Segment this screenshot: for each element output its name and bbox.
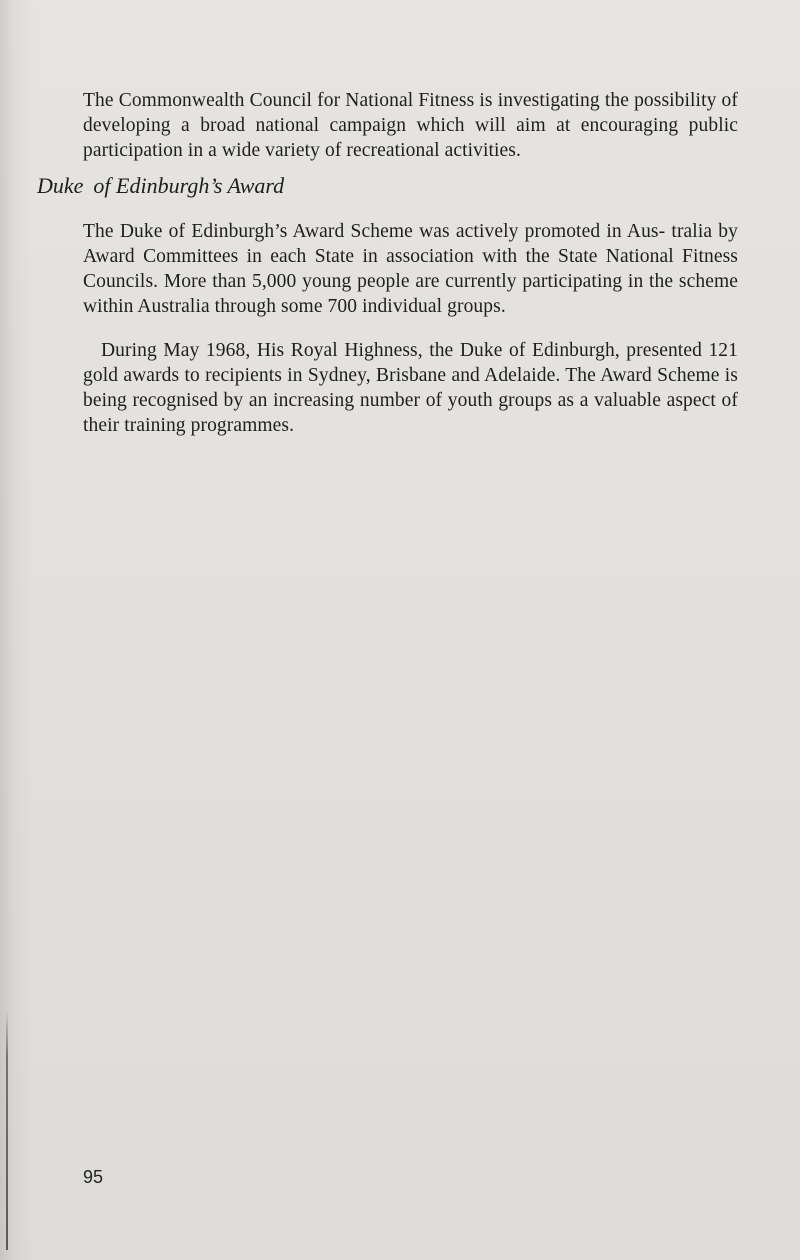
section-heading-title: of Edinburgh’s Award xyxy=(93,173,285,198)
award-paragraph-2: During May 1968, His Royal Highness, the Duke of Edinburgh, presented 121 gold awards to recipients in Sydney, Brisbane and Adelaide. The Award Scheme is being recognised by an increasing number of youth groups as a valuable aspect of their training programmes. xyxy=(83,340,738,436)
page-number: 95 xyxy=(83,1167,104,1187)
award-paragraph-1: The Duke of Edinburgh’s Award Scheme was actively promoted in Aus- tralia by Award Committees in each State in association with the State National Fitness Councils. More than 5,000 young people are currently participating in the scheme within Australia through some 700 individual groups. xyxy=(83,221,738,317)
section-heading-margin-word: Duke xyxy=(37,173,84,198)
intro-paragraph: The Commonwealth Council for National Fitness is investigating the possibility of developing a broad national campaign which will aim at encouraging public participation in a wide variety of recreational activities. xyxy=(83,90,738,161)
page-spine-shadow xyxy=(6,1010,8,1250)
section-heading xyxy=(37,172,284,200)
